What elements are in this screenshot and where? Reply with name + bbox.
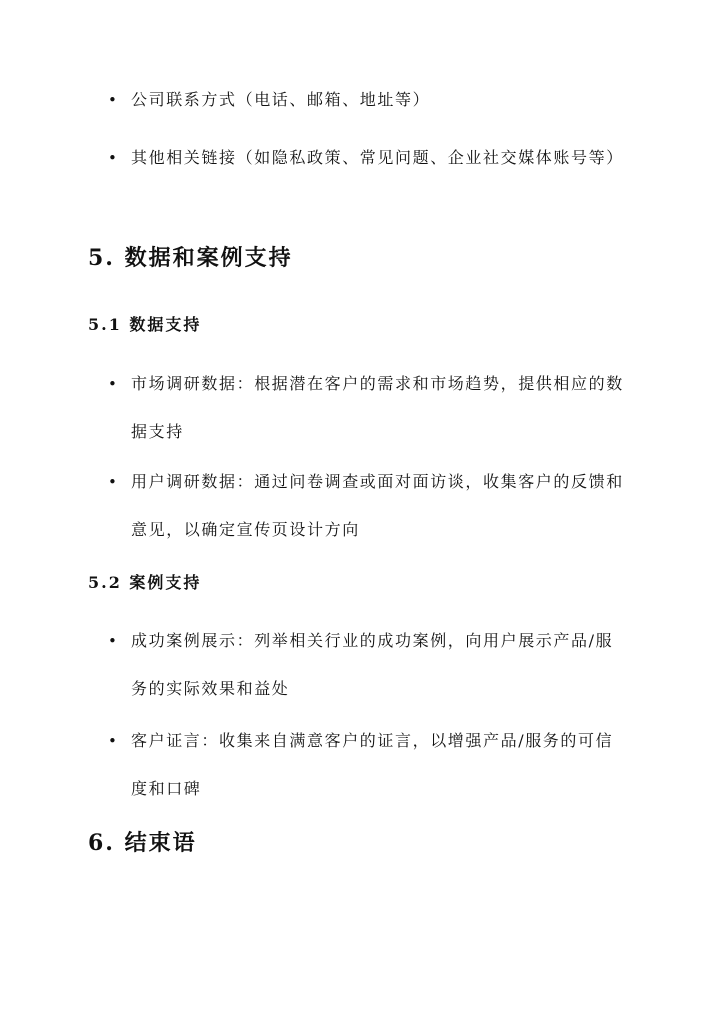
- list-item-text: 客户证言：收集来自满意客户的证言，以增强产品/服务的可信度和口碑: [131, 731, 614, 798]
- subsection-heading: 5.2 案例支持: [88, 573, 202, 592]
- list-item-text: 用户调研数据：通过问卷调查或面对面访谈，收集客户的反馈和意见，以确定宣传页设计方向: [131, 472, 624, 539]
- bullet-icon: •: [108, 91, 117, 109]
- subsection-heading: 5.1 数据支持: [88, 315, 202, 334]
- bullet-icon: •: [108, 375, 117, 393]
- bullet-icon: •: [108, 473, 117, 491]
- list-item-text: 成功案例展示：列举相关行业的成功案例，向用户展示产品/服务的实际效果和益处: [131, 631, 614, 698]
- section-heading: 5. 数据和案例支持: [88, 245, 293, 271]
- list-item-text: 其他相关链接（如隐私政策、常见问题、企业社交媒体账号等）: [131, 148, 624, 167]
- list-item-text: 市场调研数据：根据潜在客户的需求和市场趋势，提供相应的数据支持: [131, 374, 624, 441]
- bullet-icon: •: [108, 149, 117, 167]
- bullet-icon: •: [108, 632, 117, 650]
- list-item-text: 公司联系方式（电话、邮箱、地址等）: [131, 90, 431, 109]
- bullet-icon: •: [108, 732, 117, 750]
- section-heading: 6. 结束语: [88, 830, 197, 856]
